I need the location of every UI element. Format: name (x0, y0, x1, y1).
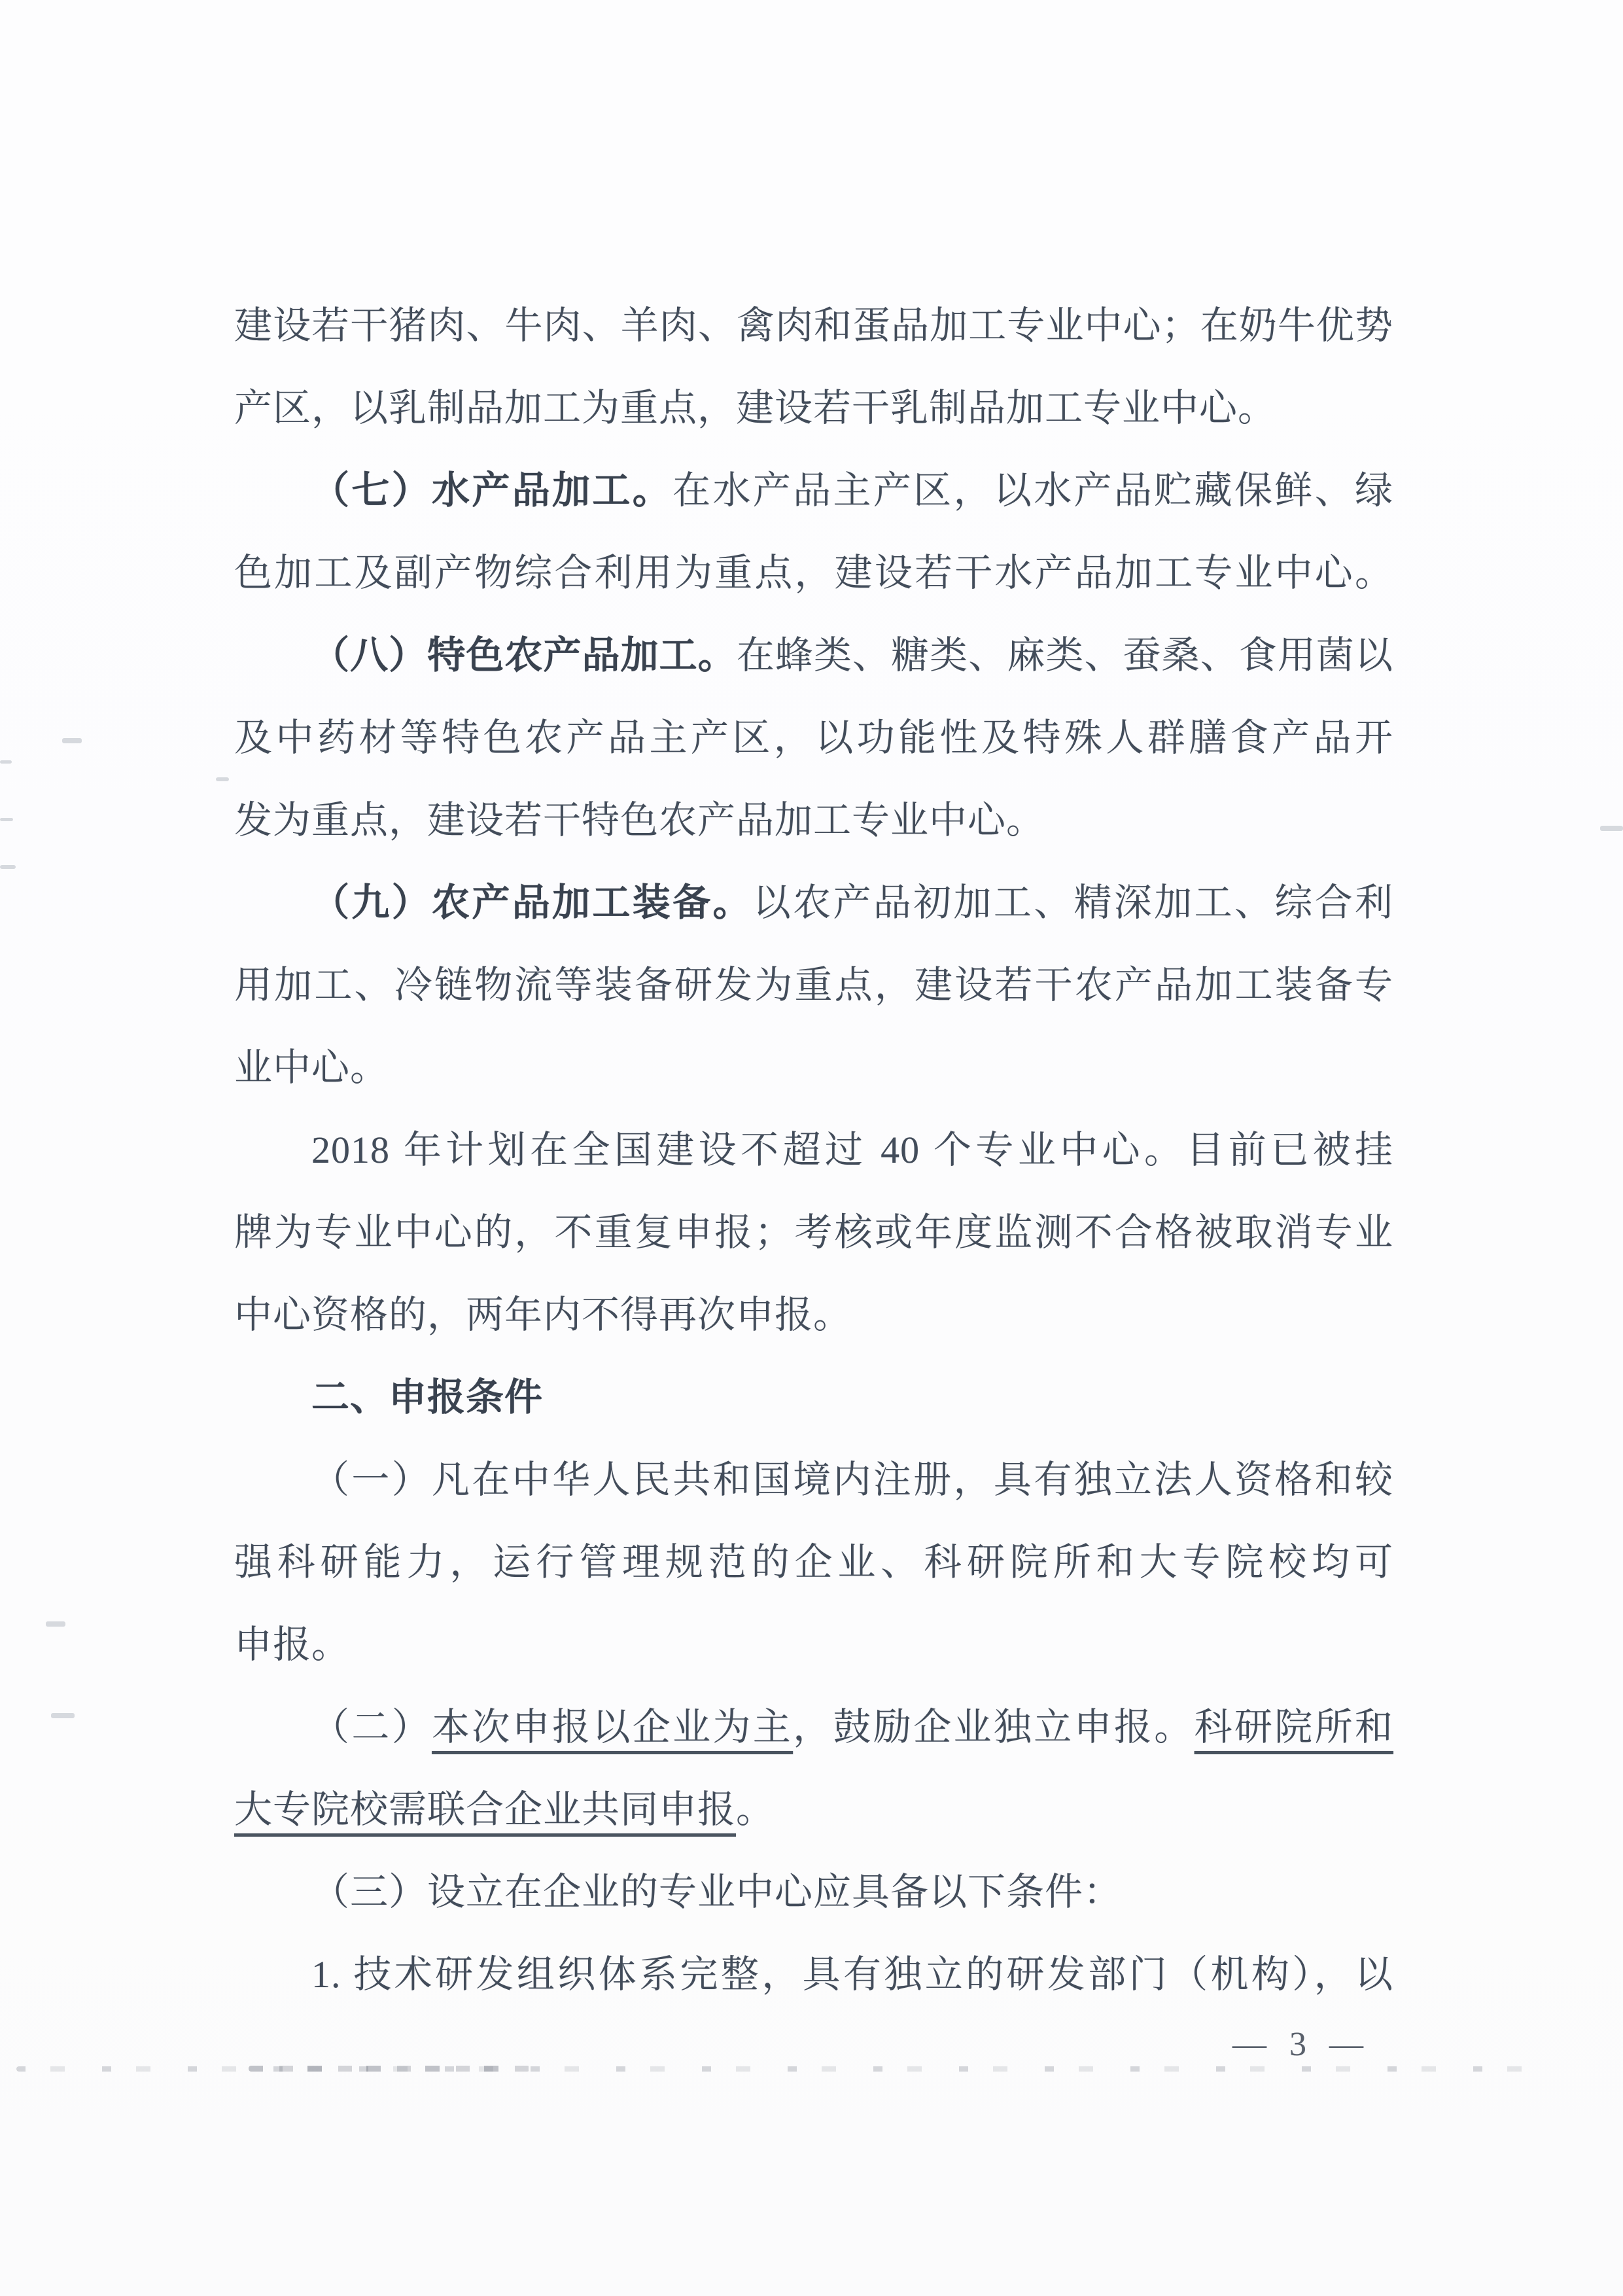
text-segment: 在蜂类、糖类、麻类、蚕桑、食用菌以 (736, 634, 1393, 677)
text-line (234, 1027, 1393, 1109)
text-segment: 牌为专业中心的，不重复申报；考核或年度监测不合格被取消专业 (234, 1211, 1393, 1254)
text-line (234, 1851, 1393, 1934)
text-segment: 。 (736, 1788, 775, 1831)
text-line (234, 450, 1393, 532)
text-segment: 强科研能力，运行管理规范的企业、科研院所和大专院校均可 (234, 1541, 1393, 1583)
bold-text-segment: （九）农产品加工装备。 (311, 881, 753, 924)
text-segment: 产区，以乳制品加工为重点，建设若干乳制品加工专业中心。 (234, 387, 1277, 429)
text-line (234, 1274, 1393, 1356)
scan-speck (216, 777, 229, 781)
text-line (234, 1439, 1393, 1521)
scan-speck (0, 818, 13, 821)
text-line (234, 1686, 1393, 1769)
text-line (234, 944, 1393, 1027)
text-line (234, 1769, 1393, 1851)
text-segment: 2018 年计划在全国建设不超过 40 个专业中心。目前已被挂 (311, 1129, 1393, 1171)
text-segment: 建设若干猪肉、牛肉、羊肉、禽肉和蛋品加工专业中心；在奶牛优势 (234, 304, 1393, 347)
text-line (234, 779, 1393, 862)
text-segment: （一）凡在中华人民共和国境内注册，具有独立法人资格和较 (311, 1458, 1393, 1501)
underlined-text-segment: 科研院所和 (1194, 1706, 1393, 1748)
text-line (234, 367, 1393, 450)
text-line (234, 1521, 1393, 1604)
page-number: — 3 — (1232, 2026, 1366, 2063)
scan-speck (1600, 826, 1623, 831)
text-segment: （二） (311, 1706, 432, 1748)
scan-noise-band-dark (249, 2066, 530, 2072)
scan-speck (51, 1713, 75, 1718)
scan-speck (0, 760, 12, 764)
text-segment: 中心资格的，两年内不得再次申报。 (234, 1294, 852, 1336)
underlined-text-segment: 大专院校需联合企业共同申报 (234, 1788, 737, 1831)
underlined-text-segment: 本次申报以企业为主 (432, 1706, 794, 1748)
text-segment: 及中药材等特色农产品主产区，以功能性及特殊人群膳食产品开 (234, 716, 1393, 759)
scan-speck (0, 865, 16, 869)
text-segment: 申报。 (234, 1623, 351, 1666)
text-segment: 发为重点，建设若干特色农产品加工专业中心。 (234, 799, 1045, 841)
text-block (234, 285, 1393, 2016)
scan-noise-band (16, 2066, 1541, 2072)
text-segment: 业中心。 (234, 1046, 389, 1089)
text-line (234, 1356, 1393, 1439)
text-line (234, 285, 1393, 367)
text-segment: （三）设立在企业的专业中心应具备以下条件： (311, 1871, 1123, 1913)
text-line (234, 1604, 1393, 1686)
text-line (234, 697, 1393, 779)
text-segment: 色加工及副产物综合利用为重点，建设若干水产品加工专业中心。 (234, 552, 1393, 594)
text-line (234, 1109, 1393, 1192)
text-segment: 以农产品初加工、精深加工、综合利 (752, 881, 1393, 924)
scan-speck (62, 738, 82, 743)
bold-text-segment: 二、申报条件 (311, 1376, 544, 1419)
bold-text-segment: （八）特色农产品加工。 (311, 634, 737, 677)
text-line (234, 532, 1393, 614)
text-line (234, 1192, 1393, 1274)
bold-text-segment: （七）水产品加工。 (311, 469, 673, 512)
text-line (234, 614, 1393, 697)
text-segment: 在水产品主产区，以水产品贮藏保鲜、绿 (672, 469, 1393, 512)
text-segment: 1. 技术研发组织体系完整，具有独立的研发部门（机构），以 (311, 1953, 1393, 1996)
text-line (234, 862, 1393, 944)
text-segment: ，鼓励企业独立申报。 (793, 1706, 1195, 1748)
text-segment: 用加工、冷链物流等装备研发为重点，建设若干农产品加工装备专 (234, 964, 1393, 1006)
text-line (234, 1934, 1393, 2016)
scan-speck (46, 1621, 65, 1627)
